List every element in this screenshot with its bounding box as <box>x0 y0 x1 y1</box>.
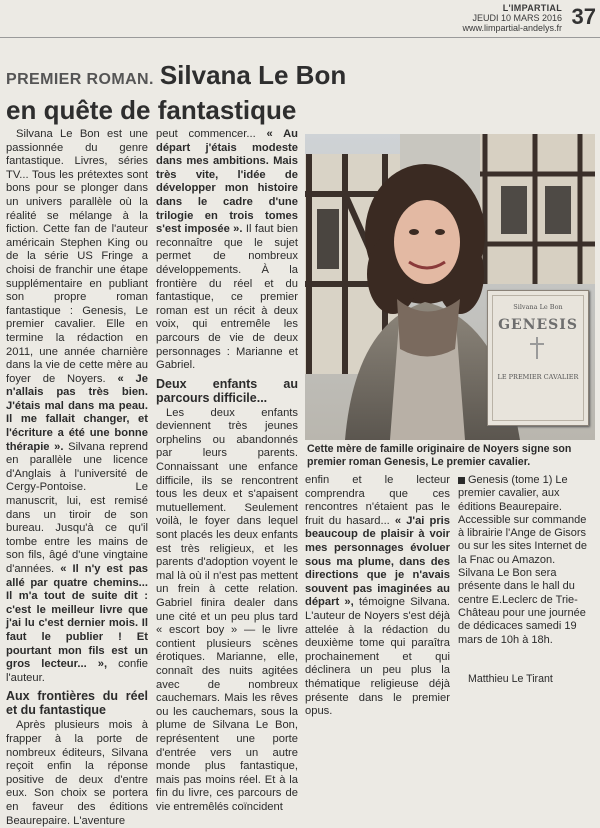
book-title: GENESIS <box>498 317 578 333</box>
book-subtitle: LE PREMIER CAVALIER <box>497 373 579 381</box>
col2-subheading: Deux enfants au parcours difficile... <box>156 376 298 405</box>
col1-paragraph-1b: Silvana reprend en parallèle une licence d'Anglais à l'université de Cergy-Pontoise. Le manuscrit, lui, est remisé dans un tiroir de son bureau. Jusqu'à ce qu'il tombe entre les mains de son fils, âgé d'une vingtaine d'années. <box>6 440 148 575</box>
headline-line-2: en quête de fantastique <box>6 95 297 125</box>
header-divider <box>0 37 600 38</box>
cross-icon <box>536 337 538 359</box>
col1-paragraph-1: Silvana Le Bon est une passionnée du genre fantastique. Livres, séries TV... Tous les prétextes sont bons pour se plonger dans un univers parallèle où la réalité se mélange à la fiction. Cette fan de l'auteur américain Stephen King ou de la série US Fringe a choisi de franchir une étape supplémentaire en publiant son propre roman fantastique : Genesis, Le premier cavalier. Elle en termine la rédaction en 2011, une année charnière dans la vie de cette mère au foyer de Noyers. <box>6 128 148 385</box>
issue-date: JEUDI 10 MARS 2016 <box>472 13 562 23</box>
col1-paragraph-2: Après plusieurs mois à frapper à la porte de nombreux éditeurs, Silvana reçoit enfin la réponse positive de deux d'entre eux. Son choix se portera en faveur des éditions Beaurepaire. L'aventure <box>6 719 148 827</box>
col1-paragraph-1c: confie l'auteur. <box>6 658 149 684</box>
author-signature: Matthieu Le Tirant <box>468 673 553 685</box>
book-info-text: Genesis (tome 1) Le premier cavalier, aux éditions Beaurepaire. Accessible sur commande à librairie l'Ange de Gisors ou sur les sites Internet de la Fnac ou Amazon. Silvana Le Bon sera présente dans le hall du centre E.Leclerc de Trie-Château pour une journée de dédicaces samedi 19 mars de 10h à 18h. <box>458 474 588 646</box>
author-photo <box>305 134 595 440</box>
col1-quote-1: « Je n'allais pas très bien. J'étais mal dans ma peau. Il me fallait changer, et l'écriture a été une bonne thérapie ». <box>6 372 149 453</box>
book-info-box <box>458 474 594 647</box>
col2-paragraph-0b: Il faut bien reconnaître que le sujet permet de nombreux développements. À la frontière du réel et du fantastique, ce premier roman est un récit à deux voix, qui entremêle les parcours de vie de deux personnages : Marianne et Gabriel. <box>156 223 299 372</box>
bullet-square-icon <box>458 477 465 484</box>
book-author: Silvana Le Bon <box>513 303 563 311</box>
col2-quote-3: « Au départ j'étais modeste dans mes ambitions. Mais très vite, l'idée de développer mon histoire dans le cadre d'une trilogie en trois tomes s'est imposée ». <box>156 128 299 236</box>
col2-paragraph-1: Les deux enfants deviennent très jeunes orphelins ou abandonnés par leurs parents. Connaissant une enfance difficile, ils se rencontrent tous les deux et s'apaisent mutuellement. Seulement voilà, le foyer dans lequel sont placés les deux enfants est très religieux, et les parents d'adoption voyent le mal là où il n'est pas mettent un frein à cette relation. Gabriel finira dealer dans une cité et un peu plus tard « escort boy » — le livre contient plusieurs scènes érotiques. Marianne, elle, connaît des nuits agitées avec de nombreux cauchemars. Mais les rêves ou les cauchemars, sous la plume de Silvana Le Bon, représentent une porte d'entrée vers un autre monde plus fantastique, mais pas moins réel. Et à la fin du livre, ces parcours de vie entremêlés coïncident <box>156 406 298 813</box>
article-headline <box>6 60 446 125</box>
col2-paragraph-0a: peut commencer... <box>156 128 256 140</box>
col1-subheading: Aux frontières du réel et du fantastique <box>6 689 148 718</box>
col3-paragraph-0b: témoigne Silvana. L'auteur de Noyers s'est déjà attelée à la rédaction du deuxième tome qui paraîtra prochainement et qui déclinera un peu plus la thématique religieuse déjà présente dans le premier opus. <box>305 596 450 718</box>
col3-paragraph-0: enfin et le lecteur comprendra que ces rencontres n'étaient pas le fruit du hasard... <box>305 474 450 527</box>
newspaper-name: L'IMPARTIAL <box>502 3 562 13</box>
col3-quote-4: « J'ai pris beaucoup de plaisir à voir mes personnages évoluer sous ma plume, dans des directions que je n'avais souvent pas imaginées au départ », <box>305 514 451 609</box>
article-column-3 <box>305 474 450 719</box>
book-cover <box>487 290 589 426</box>
headline-line-1: Silvana Le Bon <box>159 60 347 90</box>
article-column-1 <box>6 128 148 828</box>
col1-quote-2: « Il n'y est pas allé par quatre chemins... Il m'a tout de suite dit : c'est le meilleur livre que j'ai lu c'est dernier mois. Il faut le publier ! Et pourtant mon fils est un gros lecteur... », <box>6 563 148 671</box>
newspaper-header <box>462 3 562 33</box>
headline-kicker: PREMIER ROMAN. <box>6 71 154 88</box>
cross-bar-icon <box>530 343 544 345</box>
photo-caption: Cette mère de famille originaire de Noyers signe son premier roman Genesis, Le premier cavalier. <box>307 443 572 468</box>
newspaper-url: www.limpartial-andelys.fr <box>462 23 562 33</box>
article-column-2 <box>156 128 298 815</box>
page-number: 37 <box>571 4 596 29</box>
